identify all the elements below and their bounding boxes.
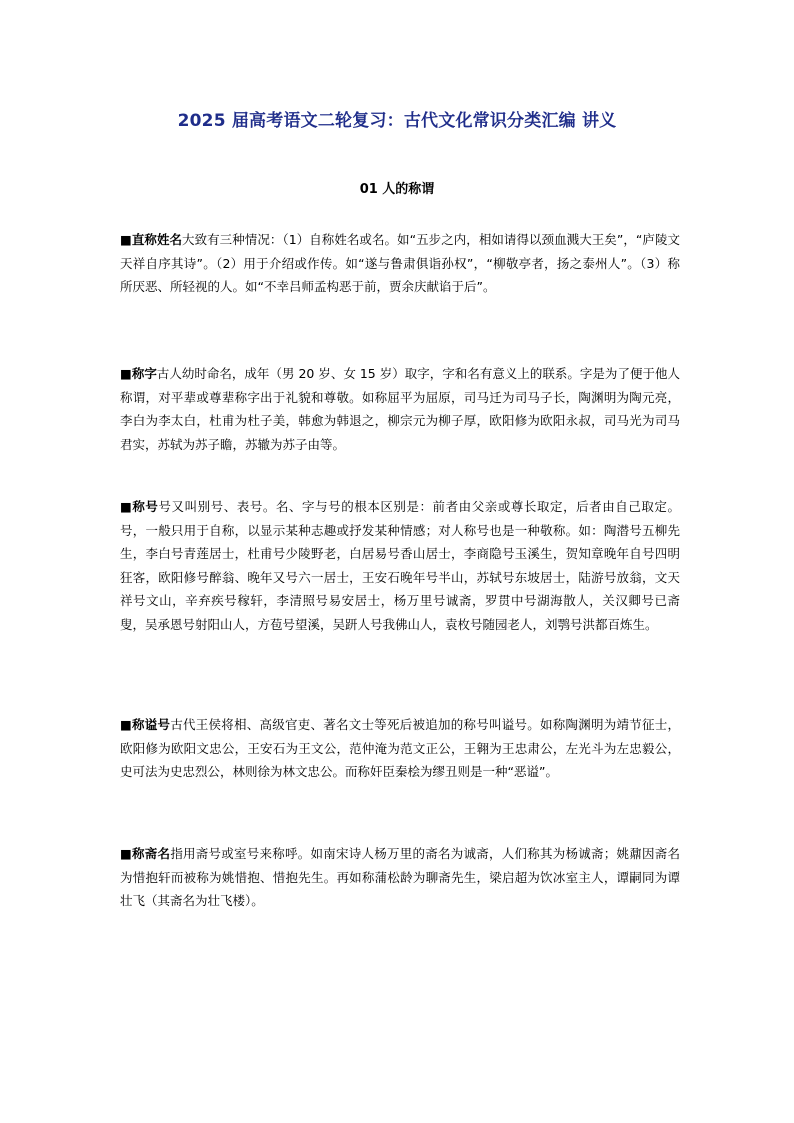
paragraph-term: ■称谥号: [120, 717, 171, 732]
paragraph-term: ■直称姓名: [120, 232, 183, 247]
paragraph-term: ■称号: [120, 499, 159, 514]
paragraph-text: 古人幼时命名，成年（男 20 岁、女 15 岁）取字，字和名有意义上的联系。字是为了便于他人称谓，对平辈或尊辈称字出于礼貌和尊敬。如称屈平为屈原，司马迁为司马子长，陶渊明为陶元亮，李白为李太白，杜甫为杜子美，韩愈为韩退之，柳宗元为柳子厚，欧阳修为欧阳永叔，司马光为司马君实，苏轼为苏子瞻，苏辙为苏子由等。: [120, 366, 680, 452]
paragraph-text: 号又叫别号、表号。名、字与号的根本区别是：前者由父亲或尊长取定，后者由自己取定。号，一般只用于自称，以显示某种志趣或抒发某种情感；对人称号也是一种敬称。如：陶潜号五柳先生，李白号青莲居士，杜甫号少陵野老，白居易号香山居士，李商隐号玉溪生，贺知章晚年自号四明狂客，欧阳修号醉翁、晚年又号六一居士，王安石晚年号半山，苏轼号东坡居士，陆游号放翁，文天祥号文山，辛弃疾号稼轩，李清照号易安居士，杨万里号诚斋，罗贯中号湖海散人，关汉卿号已斋叟，吴承恩号射阳山人，方苞号望溪，吴趼人号我佛山人，袁枚号随园老人，刘鹗号洪都百炼生。: [120, 499, 680, 632]
paragraph-courtesy-name: [120, 362, 680, 456]
paragraph-studio-name: [120, 842, 680, 913]
paragraph-posthumous-name: [120, 713, 680, 784]
paragraph-direct-name: [120, 228, 680, 299]
document-title: 2025 届高考语文二轮复习：古代文化常识分类汇编 讲义: [177, 111, 617, 131]
paragraph-text: 大致有三种情况：（1）自称姓名或名。如“五步之内，相如请得以颈血溅大王矣”，“庐陵文天祥自序其诗”。（2）用于介绍或作传。如“遂与鲁肃俱诣孙权”，“柳敬亭者，扬之泰州人”。（3）称所厌恶、所轻视的人。如“不幸吕师孟构恶于前，贾余庆献谄于后”。: [120, 232, 681, 294]
paragraph-art-name: [120, 495, 680, 636]
paragraph-term: ■称斋名: [120, 846, 171, 861]
paragraph-text: 古代王侯将相、高级官吏、著名文士等死后被追加的称号叫谥号。如称陶渊明为靖节征士，欧阳修为欧阳文忠公，王安石为王文公，范仲淹为范文正公，王翱为王忠肃公，左光斗为左忠毅公，史可法为史忠烈公，林则徐为林文忠公。而称奸臣秦桧为缪丑则是一种“恶谥”。: [120, 717, 680, 779]
paragraph-term: ■称字: [120, 366, 157, 381]
paragraph-text: 指用斋号或室号来称呼。如南宋诗人杨万里的斋名为诚斋，人们称其为杨诚斋；姚鼐因斋名为惜抱轩而被称为姚惜抱、惜抱先生。再如称蒲松龄为聊斋先生，梁启超为饮冰室主人，谭嗣同为谭壮飞（其斋名为壮飞楼）。: [120, 846, 680, 908]
section-heading: 01 人的称谓: [359, 182, 435, 197]
